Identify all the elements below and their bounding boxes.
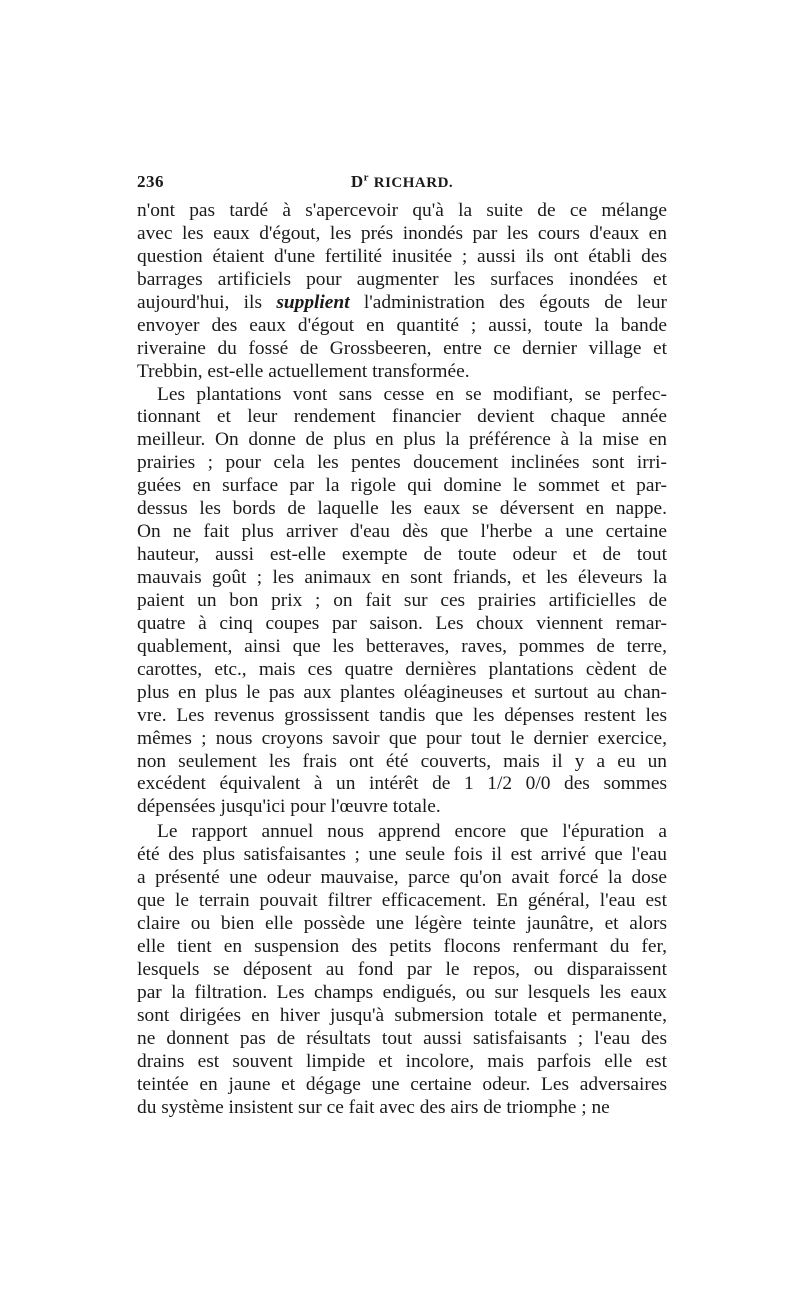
text-line: [137, 292, 667, 315]
text-line: Le rapport annuel nous apprend encore que l'épuration a: [157, 821, 667, 843]
text-line: quatre à cinq coupes par saison. Les choux viennent remar-: [137, 612, 667, 634]
text-line: que le terrain pouvait filtrer efficacement. En général, l'eau est: [137, 890, 667, 912]
text-line: plus en plus le pas aux plantes oléagineuses et surtout au chan-: [137, 681, 667, 703]
author-superscript: r: [363, 171, 369, 184]
running-head: [137, 172, 667, 196]
text-line: mauvais goût ; les animaux en sont friands, et les éleveurs la: [137, 567, 667, 588]
paragraph: [137, 384, 667, 820]
author-name: RICHARD.: [373, 175, 454, 191]
text-line: envoyer des eaux d'égout en quantité ; aussi, toute la bande: [137, 314, 667, 336]
text-line: du système insistent sur ce fait avec des airs de triomphe ; ne: [137, 1096, 610, 1118]
text-line: question étaient d'une fertilité inusitée ; aussi ils ont établi des: [137, 245, 667, 267]
text-line: tionnant et leur rendement financier devient chaque année: [137, 406, 667, 428]
text-line: barrages artificiels pour augmenter les surfaces inondées et: [137, 268, 667, 290]
text-line: drains est souvent limpide et incolore, mais parfois elle est: [137, 1050, 667, 1072]
text-line: Trebbin, est-elle actuellement transformée.: [137, 360, 470, 382]
text-line: été des plus satisfaisantes ; une seule fois il est arrivé que l'eau: [137, 844, 667, 866]
text-line: teintée en jaune et dégage une certaine odeur. Les adversaires: [137, 1073, 667, 1095]
text-line: sont dirigées en hiver jusqu'à submersion totale et permanente,: [137, 1004, 667, 1026]
text-line: mêmes ; nous croyons savoir que pour tout le dernier exercice,: [137, 727, 667, 749]
text-line: meilleur. On donne de plus en plus la préférence à la mise en: [137, 429, 667, 451]
body-text: [137, 200, 667, 1120]
text-line: dépensées jusqu'ici pour l'œuvre totale.: [137, 796, 441, 818]
text-line: vre. Les revenus grossissent tandis que les dépenses restent les: [137, 704, 667, 726]
text-run: l'administration des égouts de leur: [349, 291, 667, 313]
text-line: a présenté une odeur mauvaise, parce qu'on avait forcé la dose: [137, 867, 667, 889]
text-line: claire ou bien elle possède une légère teinte jaunâtre, et alors: [137, 913, 667, 935]
text-line: n'ont pas tardé à s'apercevoir qu'à la suite de ce mélange: [137, 200, 667, 221]
text-line: hauteur, aussi est-elle exempte de toute odeur et de tout: [137, 544, 667, 566]
paragraph: [137, 821, 667, 1119]
text-line: guées en surface par la rigole qui domine le sommet et par-: [137, 475, 667, 497]
text-line: On ne fait plus arriver d'eau dès que l'herbe a une certaine: [137, 521, 667, 543]
page-number: 236: [137, 172, 164, 191]
text-line: lesquels se déposent au fond par le repos, ou disparaissent: [137, 958, 667, 980]
text-line: Les plantations vont sans cesse en se modifiant, se perfec-: [157, 383, 667, 405]
text-line: excédent équivalent à un intérêt de 1 1/2 0/0 des sommes: [137, 773, 667, 795]
author-prefix: D: [350, 172, 364, 191]
text-line: avec les eaux d'égout, les prés inondés par les cours d'eaux en: [137, 222, 667, 244]
paragraph: [137, 200, 667, 384]
text-line: ne donnent pas de résultats tout aussi satisfaisants ; l'eau des: [137, 1027, 667, 1049]
text-line: par la filtration. Les champs endigués, ou sur lesquels les eaux: [137, 981, 667, 1003]
text-run: aujourd'hui, ils: [137, 291, 277, 313]
running-title: [137, 172, 667, 192]
text-line: quablement, ainsi que les betteraves, raves, pommes de terre,: [137, 635, 667, 657]
text-line: elle tient en suspension des petits flocons renfermant du fer,: [137, 936, 667, 957]
text-line: carottes, etc., mais ces quatre dernières plantations cèdent de: [137, 658, 667, 680]
text-line: non seulement les frais ont été couverts, mais il y a eu un: [137, 750, 667, 772]
emphasized-word: supplient: [276, 291, 350, 313]
text-line: prairies ; pour cela les pentes doucement inclinées sont irri-: [137, 452, 667, 474]
text-line: dessus les bords de laquelle les eaux se déversent en nappe.: [137, 498, 667, 520]
text-line: paient un bon prix ; on fait sur ces prairies artificielles de: [137, 589, 667, 611]
text-line: riveraine du fossé de Grossbeeren, entre ce dernier village et: [137, 337, 667, 359]
